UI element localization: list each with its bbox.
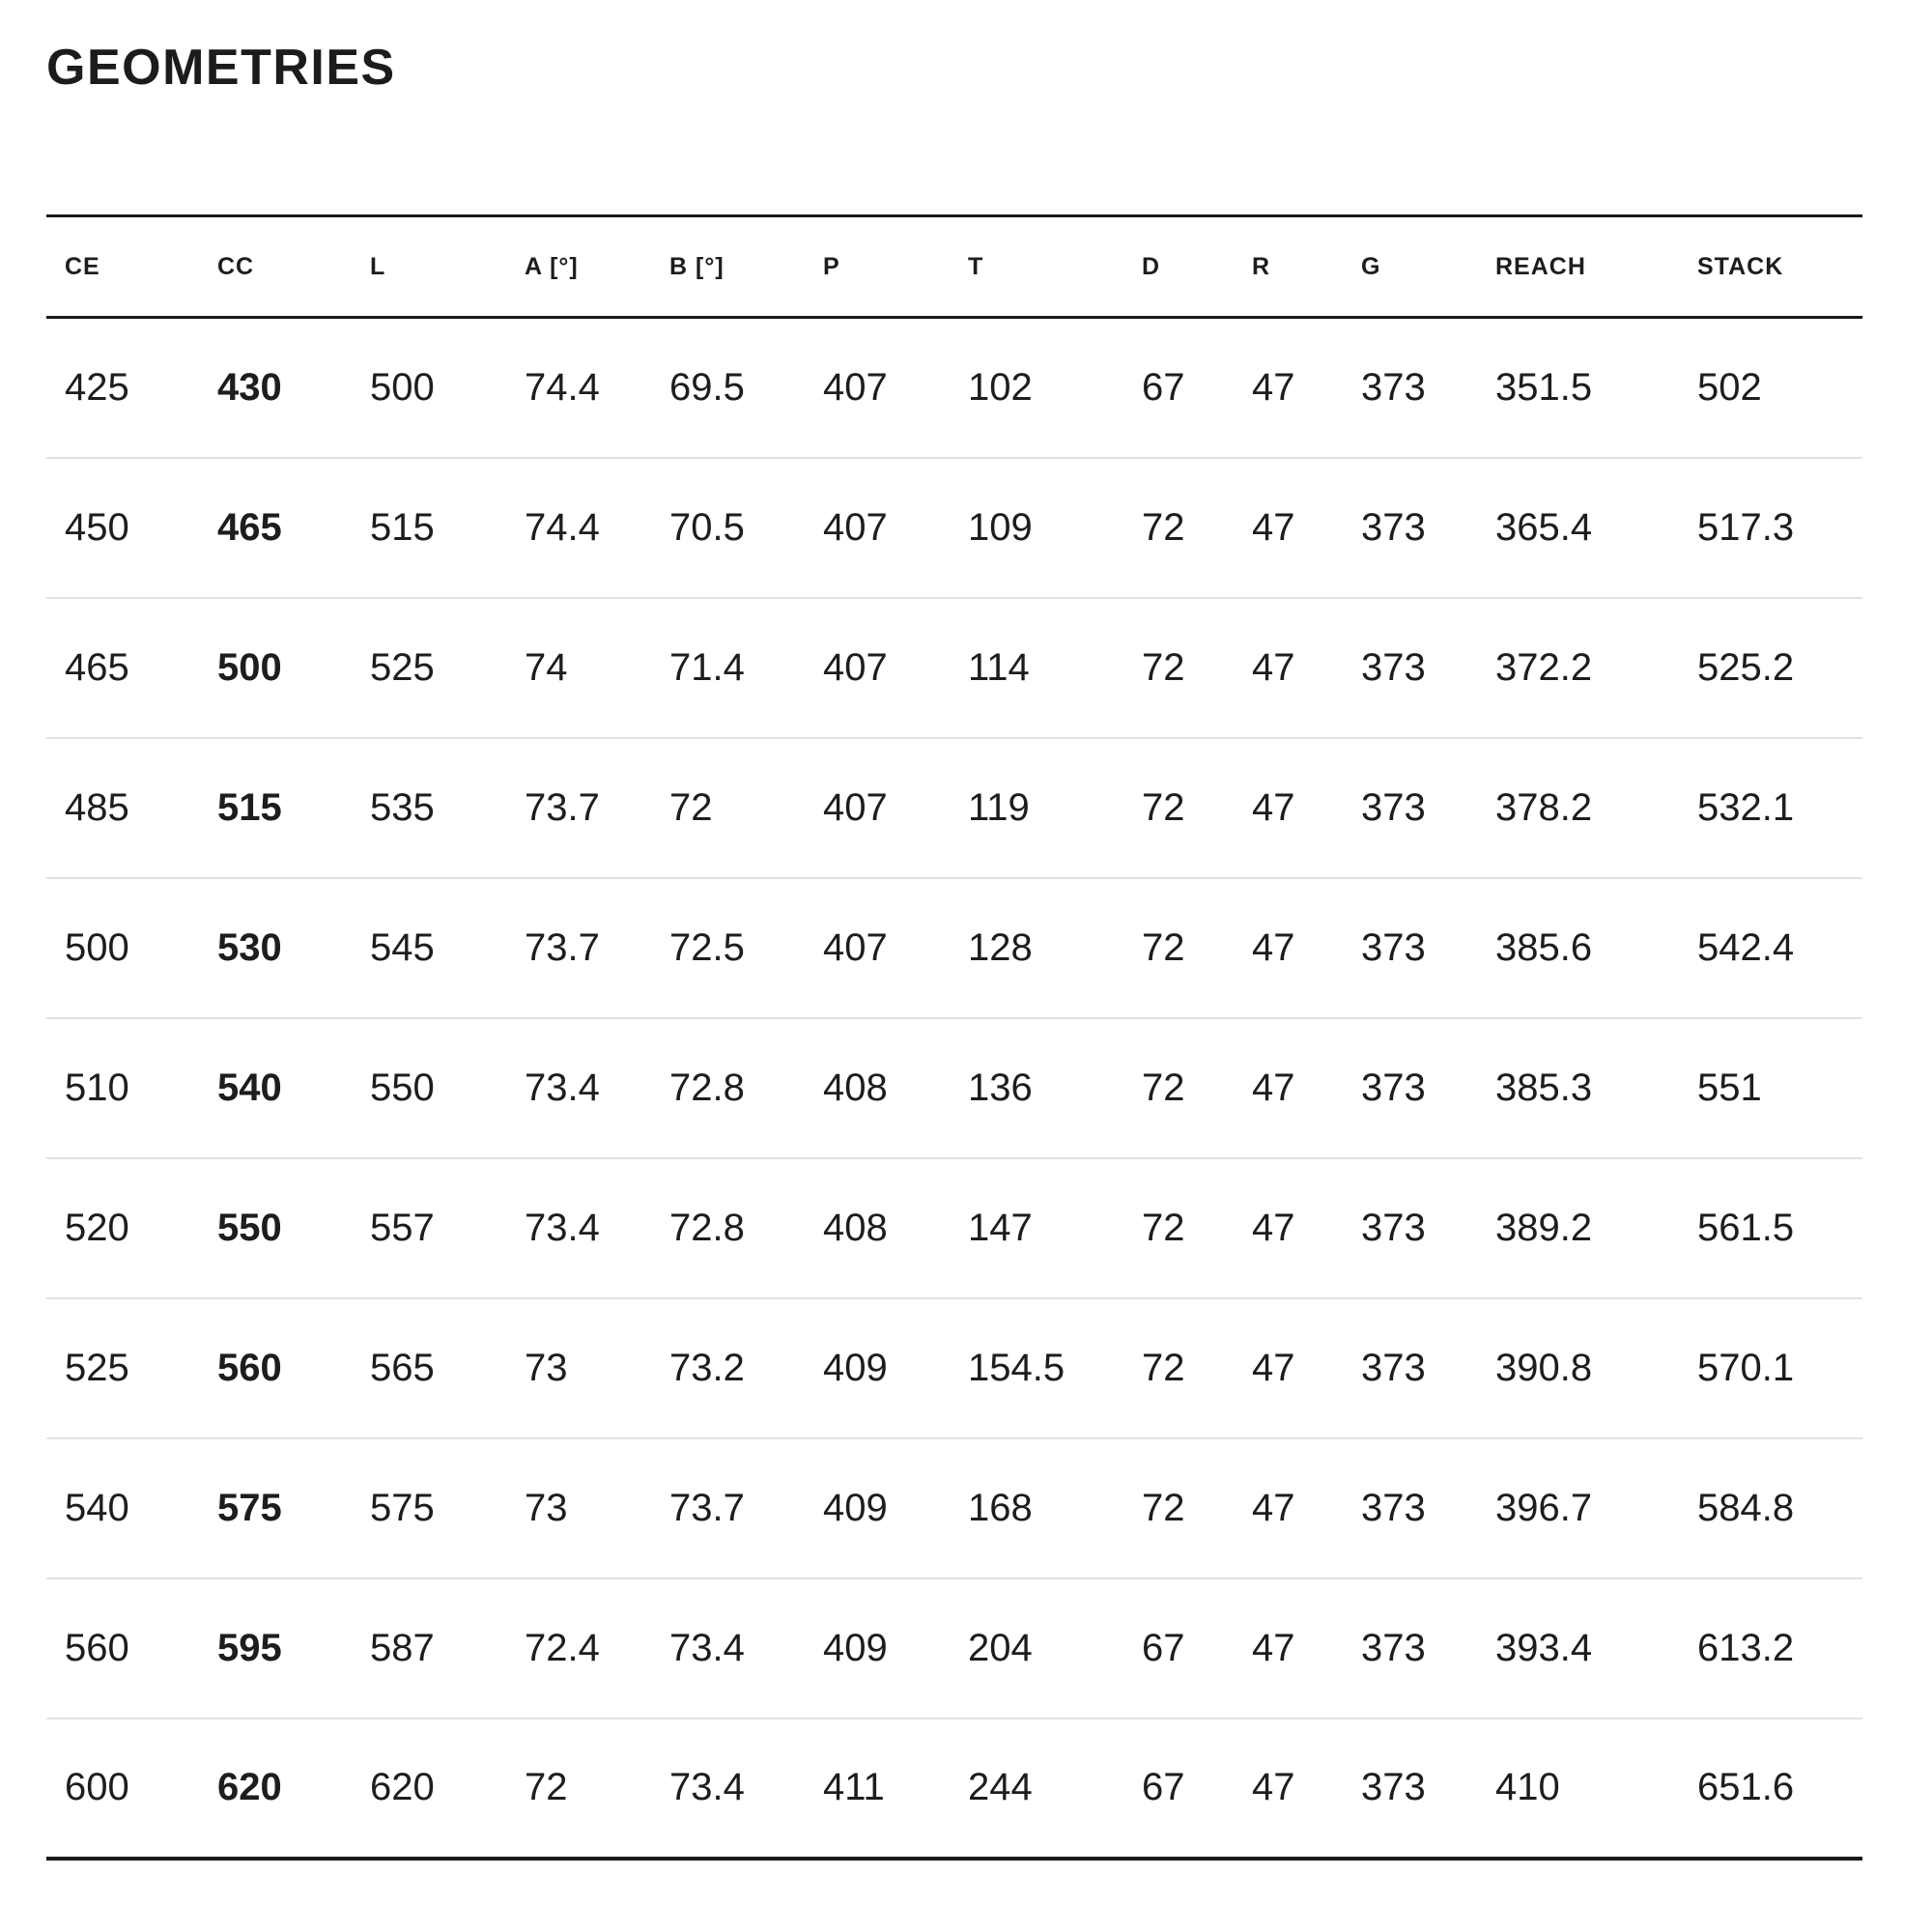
cell-d: 72 xyxy=(1142,505,1185,549)
cell-d: 72 xyxy=(1142,1346,1185,1389)
cell-ce: 520 xyxy=(65,1206,129,1249)
cell-a: 72.4 xyxy=(525,1626,600,1669)
cell-stack: 517.3 xyxy=(1697,505,1795,549)
cell-t: 102 xyxy=(968,365,1033,409)
cell-cc: 500 xyxy=(217,645,282,689)
cell-a: 73 xyxy=(525,1486,568,1529)
cell-p: 407 xyxy=(823,785,888,829)
table-row xyxy=(46,598,1862,738)
cell-p: 407 xyxy=(823,925,888,969)
cell-b: 72.8 xyxy=(669,1065,745,1109)
table-row xyxy=(46,318,1862,458)
cell-l: 515 xyxy=(370,505,435,549)
cell-b: 70.5 xyxy=(669,505,745,549)
cell-stack: 525.2 xyxy=(1697,645,1795,689)
cell-r: 47 xyxy=(1252,785,1295,829)
cell-stack: 651.6 xyxy=(1697,1766,1795,1808)
cell-d: 72 xyxy=(1142,645,1185,689)
cell-g: 373 xyxy=(1361,365,1426,409)
cell-t: 114 xyxy=(968,645,1030,689)
cell-a: 73.4 xyxy=(525,1065,600,1109)
cell-l: 565 xyxy=(370,1346,435,1389)
cell-ce: 525 xyxy=(65,1346,129,1389)
cell-ce: 560 xyxy=(65,1626,129,1669)
cell-d: 72 xyxy=(1142,1065,1185,1109)
cell-ce: 425 xyxy=(65,365,129,409)
cell-t: 109 xyxy=(968,505,1033,549)
geometry-table xyxy=(46,214,1862,1861)
column-header-b: B [°] xyxy=(669,216,823,318)
cell-b: 72 xyxy=(669,785,713,829)
cell-g: 373 xyxy=(1361,1065,1426,1109)
cell-cc: 515 xyxy=(217,785,282,829)
cell-cc: 430 xyxy=(217,365,282,409)
table-row xyxy=(46,1578,1862,1719)
cell-g: 373 xyxy=(1361,1626,1426,1669)
cell-p: 407 xyxy=(823,365,888,409)
cell-reach: 390.8 xyxy=(1495,1346,1593,1389)
cell-b: 69.5 xyxy=(669,365,745,409)
cell-cc: 530 xyxy=(217,925,282,969)
cell-t: 128 xyxy=(968,925,1033,969)
cell-d: 67 xyxy=(1142,365,1185,409)
cell-a: 74.4 xyxy=(525,505,600,549)
column-header-reach: REACH xyxy=(1495,216,1697,318)
cell-b: 73.4 xyxy=(669,1766,745,1808)
cell-a: 74.4 xyxy=(525,365,600,409)
cell-l: 575 xyxy=(370,1486,435,1529)
table-row xyxy=(46,1719,1862,1859)
table-row xyxy=(46,738,1862,878)
cell-cc: 465 xyxy=(217,505,282,549)
column-header-stack: STACK xyxy=(1697,216,1862,318)
column-header-p: P xyxy=(823,216,968,318)
cell-ce: 485 xyxy=(65,785,129,829)
cell-r: 47 xyxy=(1252,365,1295,409)
cell-cc: 550 xyxy=(217,1206,282,1249)
cell-reach: 378.2 xyxy=(1495,785,1593,829)
cell-g: 373 xyxy=(1361,1346,1426,1389)
cell-g: 373 xyxy=(1361,1206,1426,1249)
table-row xyxy=(46,1298,1862,1438)
cell-g: 373 xyxy=(1361,925,1426,969)
cell-b: 72.5 xyxy=(669,925,745,969)
cell-stack: 561.5 xyxy=(1697,1206,1795,1249)
cell-a: 72 xyxy=(525,1766,568,1808)
cell-a: 73.4 xyxy=(525,1206,600,1249)
cell-d: 72 xyxy=(1142,925,1185,969)
table-row xyxy=(46,1018,1862,1158)
cell-ce: 510 xyxy=(65,1065,129,1109)
cell-stack: 502 xyxy=(1697,365,1762,409)
cell-l: 500 xyxy=(370,365,435,409)
cell-r: 47 xyxy=(1252,505,1295,549)
cell-b: 73.2 xyxy=(669,1346,745,1389)
cell-d: 72 xyxy=(1142,1206,1185,1249)
cell-l: 525 xyxy=(370,645,435,689)
cell-p: 411 xyxy=(823,1766,885,1808)
cell-reach: 393.4 xyxy=(1495,1626,1593,1669)
cell-g: 373 xyxy=(1361,785,1426,829)
cell-a: 73.7 xyxy=(525,925,600,969)
cell-l: 620 xyxy=(370,1766,435,1808)
cell-p: 407 xyxy=(823,505,888,549)
cell-p: 409 xyxy=(823,1486,888,1529)
cell-stack: 532.1 xyxy=(1697,785,1795,829)
cell-reach: 396.7 xyxy=(1495,1486,1593,1529)
cell-d: 72 xyxy=(1142,1486,1185,1529)
cell-cc: 620 xyxy=(217,1766,282,1808)
cell-g: 373 xyxy=(1361,505,1426,549)
cell-r: 47 xyxy=(1252,645,1295,689)
cell-g: 373 xyxy=(1361,1486,1426,1529)
cell-ce: 600 xyxy=(65,1766,129,1808)
cell-cc: 595 xyxy=(217,1626,282,1669)
table-body xyxy=(46,318,1862,1859)
cell-cc: 575 xyxy=(217,1486,282,1529)
cell-d: 67 xyxy=(1142,1766,1185,1808)
cell-p: 408 xyxy=(823,1206,888,1249)
cell-reach: 410 xyxy=(1495,1766,1560,1808)
cell-p: 409 xyxy=(823,1626,888,1669)
column-header-r: R xyxy=(1252,216,1361,318)
cell-stack: 551 xyxy=(1697,1065,1762,1109)
cell-t: 204 xyxy=(968,1626,1033,1669)
cell-r: 47 xyxy=(1252,1766,1295,1808)
cell-ce: 450 xyxy=(65,505,129,549)
cell-reach: 372.2 xyxy=(1495,645,1593,689)
cell-r: 47 xyxy=(1252,1626,1295,1669)
cell-l: 550 xyxy=(370,1065,435,1109)
column-header-t: T xyxy=(968,216,1142,318)
header-row xyxy=(46,216,1862,318)
cell-r: 47 xyxy=(1252,1065,1295,1109)
cell-cc: 560 xyxy=(217,1346,282,1389)
cell-ce: 540 xyxy=(65,1486,129,1529)
table-row xyxy=(46,1158,1862,1298)
cell-t: 136 xyxy=(968,1065,1033,1109)
cell-stack: 542.4 xyxy=(1697,925,1795,969)
cell-a: 74 xyxy=(525,645,568,689)
column-header-d: D xyxy=(1142,216,1252,318)
cell-p: 408 xyxy=(823,1065,888,1109)
column-header-ce: CE xyxy=(46,216,217,318)
cell-r: 47 xyxy=(1252,1346,1295,1389)
cell-cc: 540 xyxy=(217,1065,282,1109)
cell-reach: 385.3 xyxy=(1495,1065,1593,1109)
cell-a: 73 xyxy=(525,1346,568,1389)
cell-ce: 500 xyxy=(65,925,129,969)
table-row xyxy=(46,878,1862,1018)
cell-p: 409 xyxy=(823,1346,888,1389)
cell-r: 47 xyxy=(1252,1206,1295,1249)
cell-b: 73.7 xyxy=(669,1486,745,1529)
column-header-g: G xyxy=(1361,216,1495,318)
cell-t: 154.5 xyxy=(968,1346,1065,1389)
cell-a: 73.7 xyxy=(525,785,600,829)
cell-b: 71.4 xyxy=(669,645,745,689)
cell-t: 244 xyxy=(968,1766,1033,1808)
cell-b: 73.4 xyxy=(669,1626,745,1669)
cell-p: 407 xyxy=(823,645,888,689)
cell-d: 72 xyxy=(1142,785,1185,829)
cell-t: 168 xyxy=(968,1486,1033,1529)
table-row xyxy=(46,458,1862,598)
cell-r: 47 xyxy=(1252,1486,1295,1529)
cell-reach: 385.6 xyxy=(1495,925,1593,969)
cell-ce: 465 xyxy=(65,645,129,689)
cell-reach: 365.4 xyxy=(1495,505,1593,549)
cell-reach: 389.2 xyxy=(1495,1206,1593,1249)
cell-reach: 351.5 xyxy=(1495,365,1593,409)
cell-d: 67 xyxy=(1142,1626,1185,1669)
cell-l: 587 xyxy=(370,1626,435,1669)
column-header-cc: CC xyxy=(217,216,370,318)
cell-l: 535 xyxy=(370,785,435,829)
table-row xyxy=(46,1438,1862,1578)
cell-l: 557 xyxy=(370,1206,435,1249)
page-title: GEOMETRIES xyxy=(46,40,396,96)
cell-t: 119 xyxy=(968,785,1030,829)
cell-b: 72.8 xyxy=(669,1206,745,1249)
cell-g: 373 xyxy=(1361,645,1426,689)
cell-stack: 613.2 xyxy=(1697,1626,1795,1669)
cell-t: 147 xyxy=(968,1206,1033,1249)
column-header-a: A [°] xyxy=(525,216,669,318)
cell-l: 545 xyxy=(370,925,435,969)
cell-stack: 570.1 xyxy=(1697,1346,1795,1389)
column-header-l: L xyxy=(370,216,525,318)
cell-g: 373 xyxy=(1361,1766,1426,1808)
cell-r: 47 xyxy=(1252,925,1295,969)
cell-stack: 584.8 xyxy=(1697,1486,1795,1529)
